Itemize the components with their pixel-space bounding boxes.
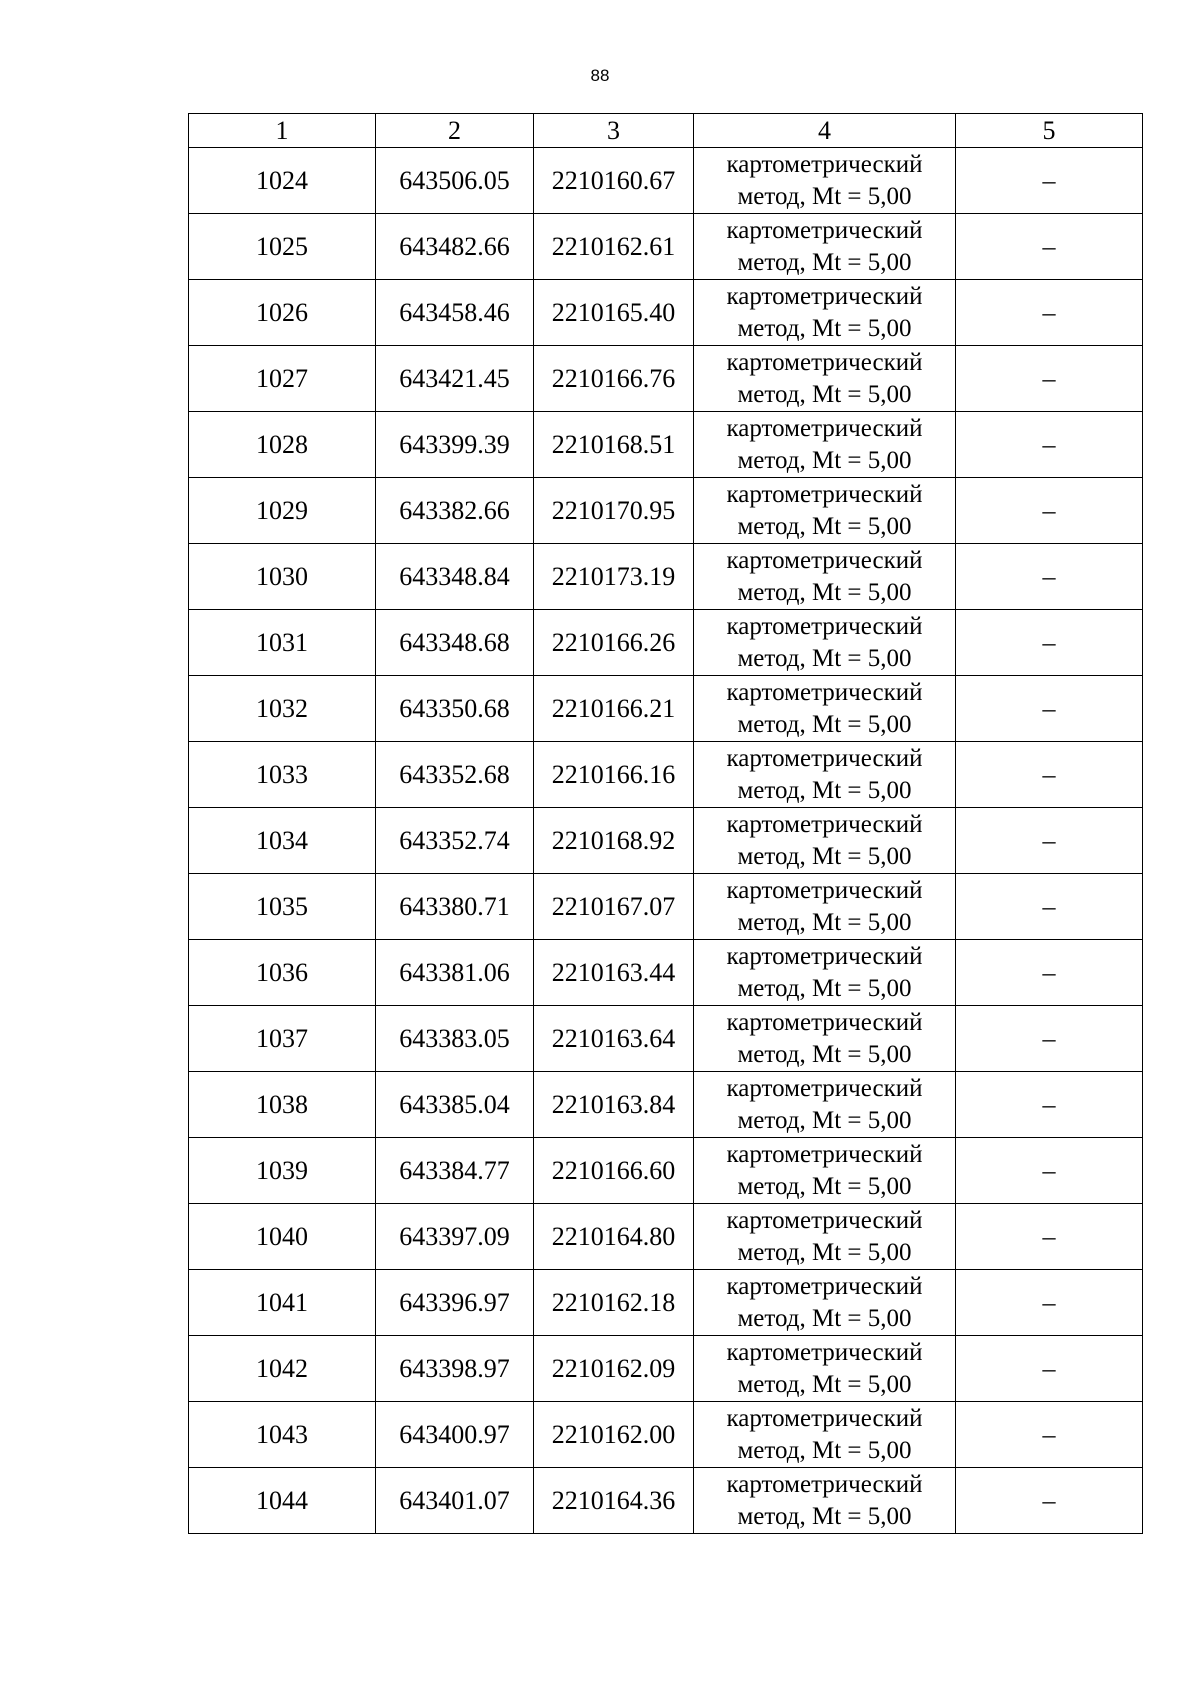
method-name-text: картометрический — [726, 942, 923, 970]
y-coordinate-cell: 2210162.09 — [534, 1336, 694, 1402]
note-cell: – — [956, 1468, 1143, 1534]
x-coordinate-cell: 643381.06 — [376, 940, 534, 1006]
page-number: 88 — [590, 66, 610, 85]
note-cell: – — [956, 676, 1143, 742]
x-coordinate-cell: 643458.46 — [376, 280, 534, 346]
coordinates-table — [188, 113, 1143, 1534]
method-name-text: картометрический — [726, 546, 923, 574]
method-name-text: картометрический — [726, 876, 923, 904]
note-cell: – — [956, 478, 1143, 544]
method-accuracy-text: метод, Mt = 5,00 — [737, 314, 912, 342]
y-coordinate-cell: 2210166.76 — [534, 346, 694, 412]
x-coordinate-cell: 643350.68 — [376, 676, 534, 742]
point-number-cell: 1031 — [189, 610, 376, 676]
table-row — [189, 676, 1143, 742]
point-number-cell: 1035 — [189, 874, 376, 940]
note-cell: – — [956, 544, 1143, 610]
method-accuracy-text: метод, Mt = 5,00 — [737, 1238, 912, 1266]
y-coordinate-cell: 2210166.60 — [534, 1138, 694, 1204]
note-cell: – — [956, 280, 1143, 346]
x-coordinate-cell: 643348.84 — [376, 544, 534, 610]
table-row — [189, 1006, 1143, 1072]
y-coordinate-cell: 2210168.51 — [534, 412, 694, 478]
method-accuracy-text: метод, Mt = 5,00 — [737, 776, 912, 804]
method-name-text: картометрический — [726, 414, 923, 442]
table-row — [189, 478, 1143, 544]
method-cell — [694, 214, 956, 280]
method-cell — [694, 1204, 956, 1270]
y-coordinate-cell: 2210164.80 — [534, 1204, 694, 1270]
method-name-text: картометрический — [726, 282, 923, 310]
method-accuracy-text: метод, Mt = 5,00 — [737, 380, 912, 408]
method-name-text: картометрический — [726, 480, 923, 508]
note-cell: – — [956, 1336, 1143, 1402]
method-cell — [694, 478, 956, 544]
point-number-cell: 1030 — [189, 544, 376, 610]
method-cell — [694, 676, 956, 742]
y-coordinate-cell: 2210165.40 — [534, 280, 694, 346]
table-header — [189, 114, 1143, 148]
table-row — [189, 1336, 1143, 1402]
column-header-1: 1 — [189, 114, 376, 148]
method-name-text: картометрический — [726, 216, 923, 244]
note-cell: – — [956, 412, 1143, 478]
note-cell: – — [956, 610, 1143, 676]
table-row — [189, 1204, 1143, 1270]
y-coordinate-cell: 2210163.84 — [534, 1072, 694, 1138]
x-coordinate-cell: 643352.68 — [376, 742, 534, 808]
table-row — [189, 1402, 1143, 1468]
method-accuracy-text: метод, Mt = 5,00 — [737, 1502, 912, 1530]
point-number-cell: 1024 — [189, 148, 376, 214]
method-cell — [694, 1138, 956, 1204]
point-number-cell: 1029 — [189, 478, 376, 544]
note-cell: – — [956, 1138, 1143, 1204]
y-coordinate-cell: 2210166.26 — [534, 610, 694, 676]
table-row — [189, 1270, 1143, 1336]
note-cell: – — [956, 1204, 1143, 1270]
method-name-text: картометрический — [726, 744, 923, 772]
point-number-cell: 1027 — [189, 346, 376, 412]
column-header-2: 2 — [376, 114, 534, 148]
x-coordinate-cell: 643382.66 — [376, 478, 534, 544]
method-cell — [694, 1468, 956, 1534]
method-accuracy-text: метод, Mt = 5,00 — [737, 248, 912, 276]
point-number-cell: 1044 — [189, 1468, 376, 1534]
x-coordinate-cell: 643396.97 — [376, 1270, 534, 1336]
method-cell — [694, 1006, 956, 1072]
x-coordinate-cell: 643421.45 — [376, 346, 534, 412]
note-cell: – — [956, 874, 1143, 940]
method-accuracy-text: метод, Mt = 5,00 — [737, 974, 912, 1002]
point-number-cell: 1042 — [189, 1336, 376, 1402]
method-accuracy-text: метод, Mt = 5,00 — [737, 908, 912, 936]
method-name-text: картометрический — [726, 810, 923, 838]
y-coordinate-cell: 2210167.07 — [534, 874, 694, 940]
table-row — [189, 544, 1143, 610]
point-number-cell: 1043 — [189, 1402, 376, 1468]
method-cell — [694, 1336, 956, 1402]
note-cell: – — [956, 214, 1143, 280]
table-row — [189, 1468, 1143, 1534]
y-coordinate-cell: 2210164.36 — [534, 1468, 694, 1534]
method-name-text: картометрический — [726, 348, 923, 376]
method-accuracy-text: метод, Mt = 5,00 — [737, 578, 912, 606]
x-coordinate-cell: 643384.77 — [376, 1138, 534, 1204]
method-name-text: картометрический — [726, 678, 923, 706]
x-coordinate-cell: 643352.74 — [376, 808, 534, 874]
point-number-cell: 1039 — [189, 1138, 376, 1204]
point-number-cell: 1040 — [189, 1204, 376, 1270]
point-number-cell: 1034 — [189, 808, 376, 874]
table-row — [189, 610, 1143, 676]
method-cell — [694, 808, 956, 874]
method-accuracy-text: метод, Mt = 5,00 — [737, 182, 912, 210]
method-accuracy-text: метод, Mt = 5,00 — [737, 446, 912, 474]
table-row — [189, 148, 1143, 214]
table-body — [189, 148, 1143, 1534]
note-cell: – — [956, 808, 1143, 874]
table-row — [189, 1072, 1143, 1138]
point-number-cell: 1032 — [189, 676, 376, 742]
note-cell: – — [956, 742, 1143, 808]
note-cell: – — [956, 148, 1143, 214]
method-name-text: картометрический — [726, 1470, 923, 1498]
note-cell: – — [956, 1072, 1143, 1138]
table-row — [189, 412, 1143, 478]
y-coordinate-cell: 2210166.16 — [534, 742, 694, 808]
method-accuracy-text: метод, Mt = 5,00 — [737, 1304, 912, 1332]
note-cell: – — [956, 346, 1143, 412]
method-accuracy-text: метод, Mt = 5,00 — [737, 1436, 912, 1464]
x-coordinate-cell: 643385.04 — [376, 1072, 534, 1138]
y-coordinate-cell: 2210162.18 — [534, 1270, 694, 1336]
point-number-cell: 1037 — [189, 1006, 376, 1072]
method-cell — [694, 610, 956, 676]
method-cell — [694, 742, 956, 808]
method-cell — [694, 940, 956, 1006]
note-cell: – — [956, 1006, 1143, 1072]
method-name-text: картометрический — [726, 612, 923, 640]
point-number-cell: 1036 — [189, 940, 376, 1006]
y-coordinate-cell: 2210163.44 — [534, 940, 694, 1006]
method-accuracy-text: метод, Mt = 5,00 — [737, 512, 912, 540]
y-coordinate-cell: 2210162.00 — [534, 1402, 694, 1468]
note-cell: – — [956, 1270, 1143, 1336]
method-cell — [694, 1072, 956, 1138]
table-row — [189, 808, 1143, 874]
x-coordinate-cell: 643399.39 — [376, 412, 534, 478]
note-cell: – — [956, 1402, 1143, 1468]
method-name-text: картометрический — [726, 1008, 923, 1036]
method-cell — [694, 1270, 956, 1336]
method-cell — [694, 412, 956, 478]
x-coordinate-cell: 643380.71 — [376, 874, 534, 940]
method-name-text: картометрический — [726, 1272, 923, 1300]
method-cell — [694, 1402, 956, 1468]
point-number-cell: 1025 — [189, 214, 376, 280]
x-coordinate-cell: 643401.07 — [376, 1468, 534, 1534]
y-coordinate-cell: 2210160.67 — [534, 148, 694, 214]
table-row — [189, 742, 1143, 808]
method-accuracy-text: метод, Mt = 5,00 — [737, 1370, 912, 1398]
point-number-cell: 1026 — [189, 280, 376, 346]
method-name-text: картометрический — [726, 1206, 923, 1234]
method-accuracy-text: метод, Mt = 5,00 — [737, 1040, 912, 1068]
y-coordinate-cell: 2210163.64 — [534, 1006, 694, 1072]
method-name-text: картометрический — [726, 150, 923, 178]
column-header-3: 3 — [534, 114, 694, 148]
y-coordinate-cell: 2210162.61 — [534, 214, 694, 280]
method-cell — [694, 280, 956, 346]
method-cell — [694, 544, 956, 610]
method-cell — [694, 874, 956, 940]
table-row — [189, 214, 1143, 280]
table-row — [189, 280, 1143, 346]
y-coordinate-cell: 2210170.95 — [534, 478, 694, 544]
x-coordinate-cell: 643348.68 — [376, 610, 534, 676]
table-row — [189, 1138, 1143, 1204]
table-row — [189, 940, 1143, 1006]
y-coordinate-cell: 2210168.92 — [534, 808, 694, 874]
table-row — [189, 874, 1143, 940]
method-accuracy-text: метод, Mt = 5,00 — [737, 842, 912, 870]
x-coordinate-cell: 643482.66 — [376, 214, 534, 280]
x-coordinate-cell: 643506.05 — [376, 148, 534, 214]
point-number-cell: 1038 — [189, 1072, 376, 1138]
point-number-cell: 1033 — [189, 742, 376, 808]
method-accuracy-text: метод, Mt = 5,00 — [737, 644, 912, 672]
column-header-4: 4 — [694, 114, 956, 148]
method-name-text: картометрический — [726, 1404, 923, 1432]
method-cell — [694, 346, 956, 412]
method-accuracy-text: метод, Mt = 5,00 — [737, 1172, 912, 1200]
point-number-cell: 1028 — [189, 412, 376, 478]
method-name-text: картометрический — [726, 1338, 923, 1366]
header-row — [189, 114, 1143, 148]
x-coordinate-cell: 643397.09 — [376, 1204, 534, 1270]
x-coordinate-cell: 643398.97 — [376, 1336, 534, 1402]
table-row — [189, 346, 1143, 412]
method-name-text: картометрический — [726, 1140, 923, 1168]
column-header-5: 5 — [956, 114, 1143, 148]
y-coordinate-cell: 2210166.21 — [534, 676, 694, 742]
x-coordinate-cell: 643383.05 — [376, 1006, 534, 1072]
note-cell: – — [956, 940, 1143, 1006]
method-cell — [694, 148, 956, 214]
x-coordinate-cell: 643400.97 — [376, 1402, 534, 1468]
method-accuracy-text: метод, Mt = 5,00 — [737, 1106, 912, 1134]
method-name-text: картометрический — [726, 1074, 923, 1102]
method-accuracy-text: метод, Mt = 5,00 — [737, 710, 912, 738]
point-number-cell: 1041 — [189, 1270, 376, 1336]
y-coordinate-cell: 2210173.19 — [534, 544, 694, 610]
